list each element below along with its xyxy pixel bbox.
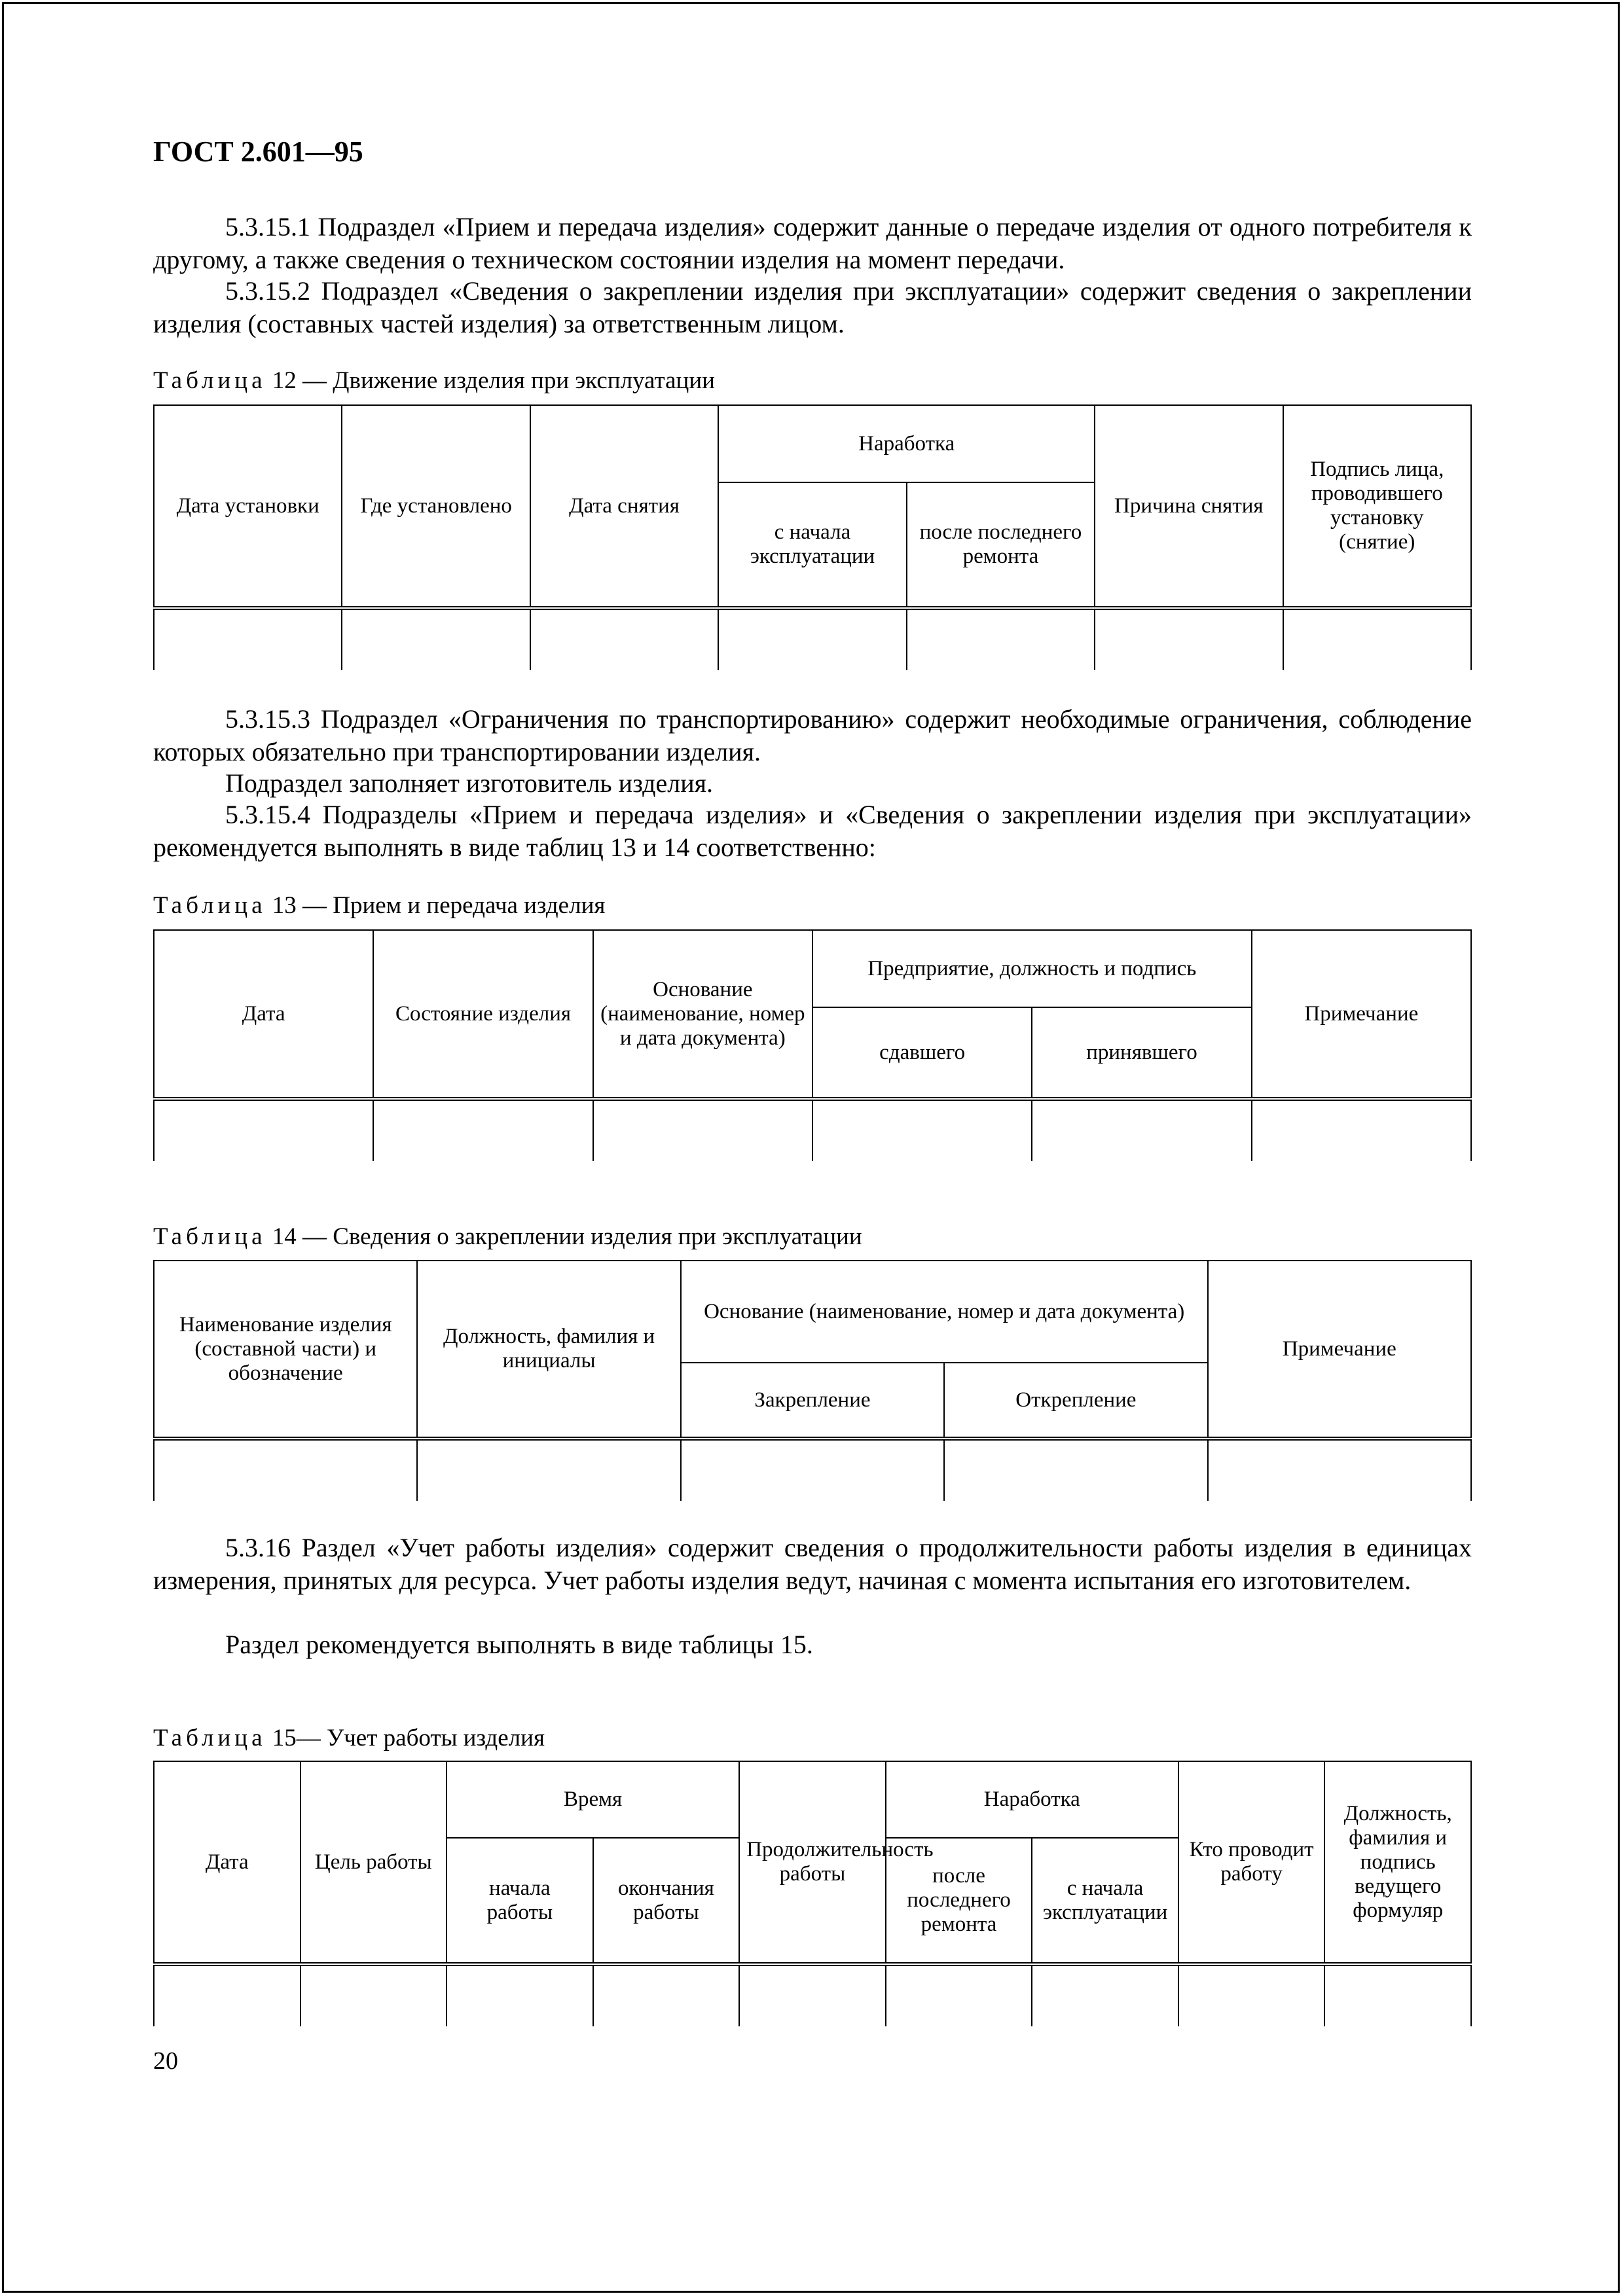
paragraph-5-3-16: 5.3.16 Раздел «Учет работы изделия» содержит сведения о продолжительности работы изделия в единицах измерения, принятых для ресурса. Учет работы изделия ведут, начиная с момента испытания его изготовителем. xyxy=(153,1533,1472,1595)
col-state: Состояние изделия xyxy=(373,930,593,1099)
col-duration: Продолжительность работы xyxy=(739,1761,886,1964)
col-reason: Причина снятия xyxy=(1095,405,1283,608)
paragraph-5-3-15-1: 5.3.15.1 Подраздел «Прием и передача изделия» содержит данные о передаче изделия от одного потребителя к другому, а также сведения о техническом состоянии изделия на момент передачи. xyxy=(153,212,1472,274)
table-row xyxy=(154,1964,1471,2026)
col-basis: Основание (наименование, номер и дата документа) xyxy=(681,1261,1208,1363)
col-handed: сдавшего xyxy=(812,1007,1032,1099)
col-date-removal: Дата снятия xyxy=(530,405,718,608)
paragraph-fill-note: Подраздел заполняет изготовитель изделия. xyxy=(225,768,714,798)
document-header: ГОСТ 2.601—95 xyxy=(153,135,363,168)
col-where: Где установлено xyxy=(342,405,530,608)
col-assign: Закрепление xyxy=(681,1363,944,1439)
col-time: Время xyxy=(447,1761,739,1838)
col-since-repair: после последнего ремонта xyxy=(907,482,1095,608)
paragraph-table-15-note: Раздел рекомендуется выполнять в виде таблицы 15. xyxy=(225,1630,813,1659)
col-narabotka: Наработка xyxy=(886,1761,1178,1838)
table-14-caption: Таблица 14 — Сведения о закреплении изделия при эксплуатации xyxy=(153,1223,862,1250)
col-position: Должность, фамилия и подпись ведущего формуляр xyxy=(1324,1761,1471,1964)
paragraph-5-3-15-3: 5.3.15.3 Подраздел «Ограничения по транспортированию» содержит необходимые ограничения, соблюдение которых обязательно при транспортировании изделия. xyxy=(153,704,1472,766)
paragraph-5-3-15-2: 5.3.15.2 Подраздел «Сведения о закреплении изделия при эксплуатации» содержит сведения о закреплении изделия (составных частей изделия) за ответственным лицом. xyxy=(153,276,1472,338)
col-name: Наименование изделия (составной части) и обозначение xyxy=(154,1261,417,1439)
col-basis: Основание (наименование, номер и дата документа) xyxy=(593,930,812,1099)
col-received: принявшего xyxy=(1032,1007,1251,1099)
table-14 xyxy=(153,1260,1472,1501)
col-unassign: Открепление xyxy=(944,1363,1207,1439)
col-since-start: с начала эксплуатации xyxy=(1032,1838,1178,1964)
table-15 xyxy=(153,1761,1472,2026)
page-number: 20 xyxy=(153,2047,178,2075)
col-date: Дата xyxy=(154,1761,301,1964)
table-13-caption: Таблица 13 — Прием и передача изделия xyxy=(153,892,606,919)
col-since-repair: после последнего ремонта xyxy=(886,1838,1032,1964)
col-who: Кто проводит работу xyxy=(1178,1761,1325,1964)
table-row xyxy=(154,608,1471,670)
col-end: окончания работы xyxy=(593,1838,740,1964)
col-enterprise: Предприятие, должность и подпись xyxy=(812,930,1252,1007)
table-12 xyxy=(153,404,1472,670)
table-12-caption: Таблица 12 — Движение изделия при эксплуатации xyxy=(153,367,715,394)
table-13 xyxy=(153,929,1472,1161)
col-since-start: с начала эксплуатации xyxy=(718,482,906,608)
col-purpose: Цель работы xyxy=(301,1761,447,1964)
col-position: Должность, фамилия и инициалы xyxy=(417,1261,680,1439)
col-note: Примечание xyxy=(1208,1261,1471,1439)
col-start: начала работы xyxy=(447,1838,593,1964)
col-signature: Подпись лица, проводившего установку (снятие) xyxy=(1283,405,1471,608)
col-date-install: Дата установки xyxy=(154,405,342,608)
table-15-caption: Таблица 15— Учет работы изделия xyxy=(153,1725,545,1751)
col-narabotka: Наработка xyxy=(718,405,1095,482)
col-note: Примечание xyxy=(1252,930,1471,1099)
paragraph-5-3-15-4: 5.3.15.4 Подразделы «Прием и передача изделия» и «Сведения о закреплении изделия при эксплуатации» рекомендуется выполнять в виде таблиц 13 и 14 соответственно: xyxy=(153,800,1472,862)
col-date: Дата xyxy=(154,930,373,1099)
table-row xyxy=(154,1099,1471,1161)
table-row xyxy=(154,1439,1471,1501)
